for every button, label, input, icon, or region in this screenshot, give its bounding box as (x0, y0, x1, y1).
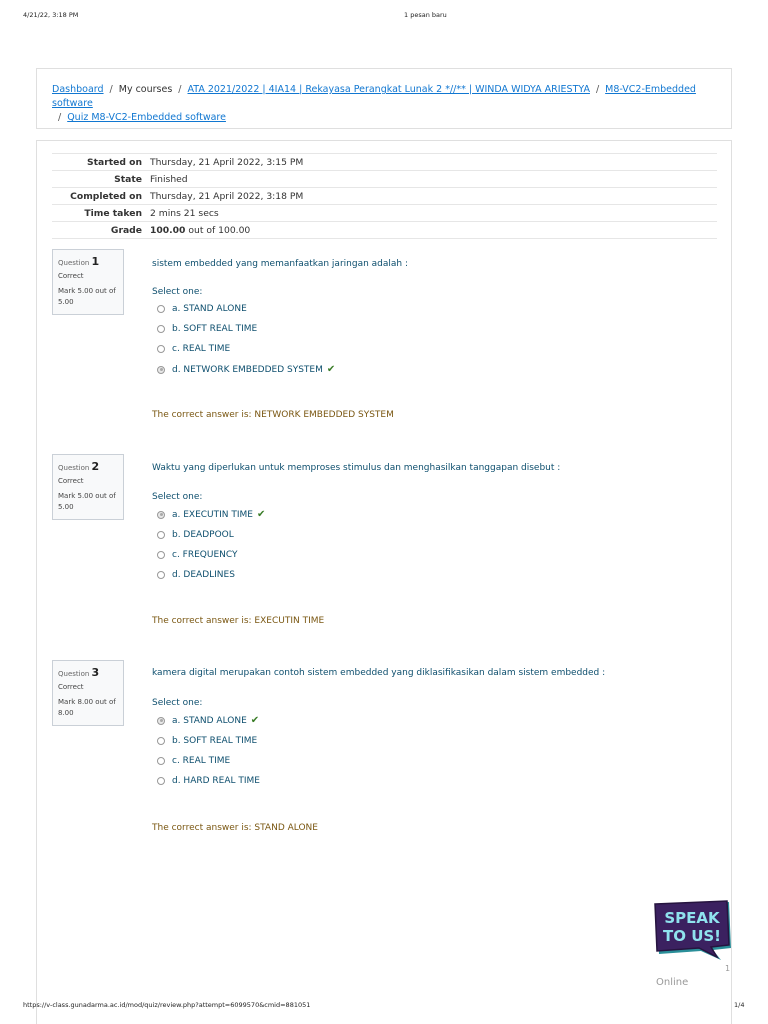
summary-value: Thursday, 21 April 2022, 3:15 PM (150, 156, 304, 168)
correct-answer-feedback: The correct answer is: STAND ALONE (152, 823, 318, 833)
question-info-box (52, 454, 124, 520)
radio-icon (157, 777, 165, 785)
breadcrumb-my-courses: My courses (118, 84, 173, 95)
correct-answer-feedback: The correct answer is: EXECUTIN TIME (152, 616, 325, 626)
grade-total: out of 100.00 (185, 224, 251, 236)
question-state: Correct (58, 272, 84, 280)
option-label: d. NETWORK EMBEDDED SYSTEM (172, 364, 323, 375)
answer-option (157, 530, 234, 540)
grade-score: 100.00 (150, 224, 186, 236)
summary-label: Time taken (84, 207, 142, 219)
question-number (58, 460, 118, 473)
summary-label: Started on (87, 156, 142, 168)
question-label: Question (58, 670, 90, 678)
summary-value: Finished (150, 173, 188, 185)
radio-icon (157, 305, 165, 313)
question-text: kamera digital merupakan contoh sistem embedded yang diklasifikasikan dalam sistem embedded : (152, 668, 606, 678)
breadcrumb-separator: / (58, 112, 62, 123)
answer-option-selected (157, 364, 335, 375)
print-timestamp: 4/21/22, 3:18 PM (23, 11, 79, 19)
question-label: Question (58, 259, 90, 267)
radio-icon (157, 551, 165, 559)
answer-option (157, 776, 260, 786)
answer-option (157, 550, 238, 560)
print-url: https://v-class.gunadarma.ac.id/mod/quiz/review.php?attempt=6099570&cmid=881051 (23, 1001, 311, 1009)
answer-option (157, 304, 247, 314)
option-label: a. EXECUTIN TIME (172, 509, 253, 520)
question-info-box (52, 660, 124, 726)
breadcrumb-section-link[interactable]: M8-VC2-Embedded software (52, 84, 696, 109)
question-state: Correct (58, 477, 84, 485)
answer-option (157, 736, 257, 746)
summary-value: Thursday, 21 April 2022, 3:18 PM (150, 190, 304, 202)
radio-icon (157, 345, 165, 353)
attempt-summary-table (52, 153, 717, 239)
grade-value (150, 222, 717, 239)
question-text: sistem embedded yang memanfaatkan jaringan adalah : (152, 259, 409, 269)
option-label: b. SOFT REAL TIME (172, 324, 258, 334)
breadcrumb (36, 68, 732, 129)
select-one-label: Select one: (152, 492, 203, 502)
radio-icon (157, 325, 165, 333)
question-number-value: 1 (91, 255, 100, 268)
speak-label: SPEAK (664, 909, 720, 927)
radio-icon (157, 366, 165, 374)
answer-option (157, 324, 257, 334)
print-title: 1 pesan baru (404, 11, 447, 19)
check-icon: ✔ (326, 364, 336, 375)
breadcrumb-separator: / (109, 84, 113, 95)
select-one-label: Select one: (152, 698, 203, 708)
option-label: d. HARD REAL TIME (172, 776, 260, 786)
question-number-value: 3 (91, 666, 100, 679)
summary-row (52, 188, 717, 205)
question-mark: Mark 5.00 out of 5.00 (58, 492, 116, 511)
breadcrumb-quiz-link[interactable]: Quiz M8-VC2-Embedded software (67, 112, 226, 123)
question-number (58, 255, 118, 268)
question-label: Question (58, 464, 90, 472)
select-one-label: Select one: (152, 287, 203, 297)
breadcrumb-dashboard-link[interactable]: Dashboard (52, 84, 104, 95)
question-mark: Mark 8.00 out of 8.00 (58, 698, 116, 717)
question-info-box (52, 249, 124, 315)
check-icon: ✔ (250, 715, 260, 726)
option-label: b. SOFT REAL TIME (172, 736, 258, 746)
quiz-review-region (36, 140, 732, 1024)
answer-option (157, 344, 230, 354)
summary-label: Grade (110, 224, 142, 236)
answer-option-selected (157, 509, 265, 520)
question-number-value: 2 (91, 460, 100, 473)
summary-value: 2 mins 21 secs (150, 207, 219, 219)
question-mark: Mark 5.00 out of 5.00 (58, 287, 116, 306)
option-label: c. REAL TIME (172, 756, 231, 766)
page-indicator: 1 (725, 964, 731, 973)
breadcrumb-separator: / (178, 84, 182, 95)
to-us-label: TO US! (662, 927, 722, 945)
answer-option-selected (157, 715, 259, 726)
breadcrumb-separator: / (595, 84, 600, 95)
radio-icon (157, 511, 165, 519)
question-number (58, 666, 118, 679)
summary-row (52, 171, 717, 188)
check-icon: ✔ (257, 509, 266, 520)
summary-row (52, 205, 717, 222)
answer-option (157, 570, 235, 580)
radio-icon (157, 717, 165, 725)
speak-to-us-button[interactable] (651, 900, 735, 962)
print-page-number: 1/4 (734, 1001, 745, 1009)
correct-answer-feedback: The correct answer is: NETWORK EMBEDDED SYSTEM (152, 410, 394, 420)
option-label: d. DEADLINES (172, 570, 235, 580)
question-text: Waktu yang diperlukan untuk memproses stimulus dan menghasilkan tanggapan disebut : (152, 463, 561, 473)
radio-icon (157, 571, 165, 579)
summary-row (52, 222, 717, 239)
option-label: a. STAND ALONE (172, 715, 247, 726)
question-state: Correct (58, 683, 84, 691)
summary-label: State (114, 173, 142, 185)
option-label: b. DEADPOOL (172, 530, 234, 540)
radio-icon (157, 757, 165, 765)
summary-row (52, 154, 717, 171)
print-header (0, 11, 768, 21)
radio-icon (157, 737, 165, 745)
option-label: a. STAND ALONE (172, 304, 247, 314)
radio-icon (157, 531, 165, 539)
answer-option (157, 756, 230, 766)
option-label: c. FREQUENCY (172, 550, 238, 560)
breadcrumb-course-link[interactable]: ATA 2021/2022 | 4IA14 | Rekayasa Perangkat Lunak 2 *//** | WINDA WIDYA ARIESTYA (187, 84, 590, 95)
summary-label: Completed on (70, 190, 142, 202)
online-status: Online (656, 977, 689, 988)
option-label: c. REAL TIME (172, 344, 231, 354)
